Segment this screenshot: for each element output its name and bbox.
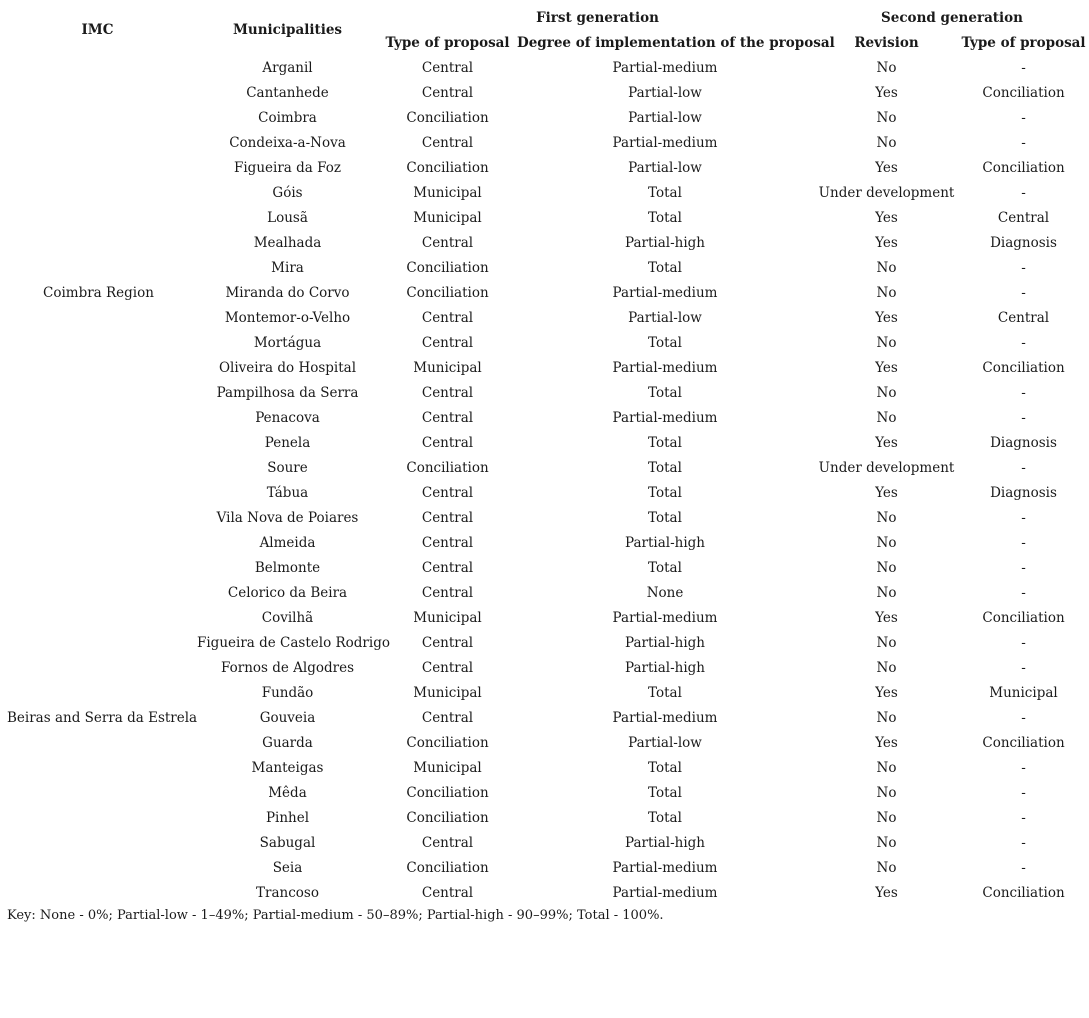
degree-cell: Total xyxy=(648,209,682,226)
municipality-cell: Penela xyxy=(264,434,311,451)
municipality-cell: Soure xyxy=(267,459,308,476)
degree-cell: Total xyxy=(648,459,682,476)
second-type-of-proposal-cell: Conciliation xyxy=(982,884,1065,901)
revision-cell: No xyxy=(876,134,897,151)
municipality-cell: Mealhada xyxy=(253,234,322,251)
header-type-of-proposal: Type of proposal xyxy=(385,34,510,51)
type-of-proposal-cell: Central xyxy=(421,309,474,326)
municipality-cell: Oliveira do Hospital xyxy=(218,359,357,376)
revision-cell: Yes xyxy=(875,884,898,901)
type-of-proposal-cell: Municipal xyxy=(413,759,482,776)
second-type-of-proposal-cell: Municipal xyxy=(989,684,1058,701)
revision-cell: Yes xyxy=(875,234,898,251)
revision-cell: No xyxy=(876,709,897,726)
revision-cell: Yes xyxy=(875,434,898,451)
second-type-of-proposal-cell: - xyxy=(1021,384,1026,401)
municipality-cell: Figueira da Foz xyxy=(234,159,341,176)
revision-cell: No xyxy=(876,634,897,651)
revision-cell: Yes xyxy=(875,84,898,101)
second-type-of-proposal-cell: - xyxy=(1021,509,1026,526)
revision-cell: Yes xyxy=(875,484,898,501)
type-of-proposal-cell: Conciliation xyxy=(406,784,489,801)
degree-cell: Total xyxy=(648,684,682,701)
municipality-cell: Almeida xyxy=(259,534,316,551)
type-of-proposal-cell: Conciliation xyxy=(406,459,489,476)
second-type-of-proposal-cell: - xyxy=(1021,659,1026,676)
second-type-of-proposal-cell: Conciliation xyxy=(982,734,1065,751)
header-revision: Revision xyxy=(854,34,919,51)
second-type-of-proposal-cell: - xyxy=(1021,634,1026,651)
type-of-proposal-cell: Conciliation xyxy=(406,859,489,876)
degree-cell: Partial-high xyxy=(625,659,705,676)
type-of-proposal-cell: Central xyxy=(421,584,474,601)
degree-cell: Partial-low xyxy=(628,734,702,751)
degree-cell: Partial-low xyxy=(628,309,702,326)
type-of-proposal-cell: Central xyxy=(421,334,474,351)
revision-cell: No xyxy=(876,584,897,601)
header-type-of-proposal-second: Type of proposal xyxy=(961,34,1086,51)
municipality-cell: Miranda do Corvo xyxy=(225,284,350,301)
municipality-cell: Penacova xyxy=(255,409,320,426)
second-type-of-proposal-cell: Conciliation xyxy=(982,84,1065,101)
municipality-cell: Coimbra xyxy=(258,109,317,126)
degree-cell: Total xyxy=(648,509,682,526)
degree-cell: Total xyxy=(648,334,682,351)
degree-cell: Partial-low xyxy=(628,84,702,101)
revision-cell: Under development xyxy=(818,184,955,201)
degree-cell: Total xyxy=(648,484,682,501)
type-of-proposal-cell: Central xyxy=(421,634,474,651)
degree-cell: Partial-medium xyxy=(612,859,718,876)
second-type-of-proposal-cell: - xyxy=(1021,184,1026,201)
municipality-cell: Figueira de Castelo Rodrigo xyxy=(197,634,390,651)
header-degree-of-implementation: Degree of implementation of the proposal xyxy=(517,34,835,51)
imc-cell: Coimbra Region xyxy=(43,284,154,301)
municipality-cell: Fornos de Algodres xyxy=(220,659,355,676)
municipality-cell: Covilhã xyxy=(261,609,314,626)
type-of-proposal-cell: Conciliation xyxy=(406,159,489,176)
revision-cell: Yes xyxy=(875,684,898,701)
revision-cell: No xyxy=(876,834,897,851)
type-of-proposal-cell: Central xyxy=(421,434,474,451)
revision-cell: No xyxy=(876,59,897,76)
revision-cell: Yes xyxy=(875,209,898,226)
municipality-cell: Montemor-o-Velho xyxy=(224,309,351,326)
type-of-proposal-cell: Central xyxy=(421,84,474,101)
municipality-cell: Mira xyxy=(271,259,304,276)
type-of-proposal-cell: Central xyxy=(421,409,474,426)
municipality-cell: Belmonte xyxy=(254,559,321,576)
revision-cell: No xyxy=(876,334,897,351)
type-of-proposal-cell: Municipal xyxy=(413,184,482,201)
second-type-of-proposal-cell: - xyxy=(1021,334,1026,351)
municipality-cell: Sabugal xyxy=(259,834,316,851)
second-type-of-proposal-cell: - xyxy=(1021,459,1026,476)
type-of-proposal-cell: Central xyxy=(421,834,474,851)
second-type-of-proposal-cell: - xyxy=(1021,59,1026,76)
header-first-generation: First generation xyxy=(536,9,659,26)
degree-cell: Total xyxy=(648,759,682,776)
type-of-proposal-cell: Central xyxy=(421,709,474,726)
municipality-cell: Vila Nova de Poiares xyxy=(216,509,359,526)
type-of-proposal-cell: Central xyxy=(421,134,474,151)
type-of-proposal-cell: Central xyxy=(421,659,474,676)
header-municipalities: Municipalities xyxy=(232,22,343,38)
municipality-cell: Celorico da Beira xyxy=(227,584,348,601)
revision-cell: Yes xyxy=(875,159,898,176)
degree-cell: Total xyxy=(648,784,682,801)
key-note: Key: None - 0%; Partial-low - 1–49%; Partial-medium - 50–89%; Partial-high - 90–99%; Total - 100%. xyxy=(7,908,664,923)
type-of-proposal-cell: Municipal xyxy=(413,609,482,626)
revision-cell: Yes xyxy=(875,309,898,326)
second-type-of-proposal-cell: - xyxy=(1021,809,1026,826)
municipality-cell: Seia xyxy=(272,859,303,876)
degree-cell: Total xyxy=(648,384,682,401)
municipality-cell: Cantanhede xyxy=(246,84,329,101)
type-of-proposal-cell: Central xyxy=(421,884,474,901)
second-type-of-proposal-cell: Diagnosis xyxy=(990,484,1057,501)
municipality-cell: Condeixa-a-Nova xyxy=(229,134,346,151)
degree-cell: Partial-low xyxy=(628,159,702,176)
type-of-proposal-cell: Central xyxy=(421,509,474,526)
degree-cell: Partial-medium xyxy=(612,609,718,626)
degree-cell: Total xyxy=(648,434,682,451)
revision-cell: No xyxy=(876,509,897,526)
degree-cell: Partial-medium xyxy=(612,884,718,901)
second-type-of-proposal-cell: Conciliation xyxy=(982,159,1065,176)
type-of-proposal-cell: Central xyxy=(421,59,474,76)
degree-cell: Total xyxy=(648,259,682,276)
municipality-cell: Arganil xyxy=(262,59,313,76)
degree-cell: Partial-medium xyxy=(612,284,718,301)
municipality-cell: Góis xyxy=(272,184,303,201)
second-type-of-proposal-cell: - xyxy=(1021,559,1026,576)
second-type-of-proposal-cell: - xyxy=(1021,834,1026,851)
revision-cell: Under development xyxy=(818,459,955,476)
degree-cell: None xyxy=(646,584,684,601)
type-of-proposal-cell: Central xyxy=(421,534,474,551)
degree-cell: Partial-medium xyxy=(612,409,718,426)
table-body xyxy=(0,55,1089,905)
second-type-of-proposal-cell: Conciliation xyxy=(982,359,1065,376)
degree-cell: Partial-high xyxy=(625,834,705,851)
second-type-of-proposal-cell: - xyxy=(1021,284,1026,301)
table-header xyxy=(0,5,1089,55)
second-type-of-proposal-cell: - xyxy=(1021,784,1026,801)
type-of-proposal-cell: Conciliation xyxy=(406,809,489,826)
second-type-of-proposal-cell: - xyxy=(1021,709,1026,726)
second-type-of-proposal-cell: - xyxy=(1021,109,1026,126)
degree-cell: Partial-low xyxy=(628,109,702,126)
degree-cell: Total xyxy=(648,809,682,826)
type-of-proposal-cell: Conciliation xyxy=(406,259,489,276)
revision-cell: Yes xyxy=(875,359,898,376)
revision-cell: No xyxy=(876,534,897,551)
second-type-of-proposal-cell: - xyxy=(1021,859,1026,876)
table-row xyxy=(0,530,1089,555)
second-type-of-proposal-cell: - xyxy=(1021,759,1026,776)
revision-cell: No xyxy=(876,284,897,301)
revision-cell: Yes xyxy=(875,734,898,751)
municipality-cell: Guarda xyxy=(262,734,313,751)
degree-cell: Partial-high xyxy=(625,534,705,551)
type-of-proposal-cell: Central xyxy=(421,384,474,401)
revision-cell: No xyxy=(876,859,897,876)
second-type-of-proposal-cell: - xyxy=(1021,134,1026,151)
revision-cell: No xyxy=(876,809,897,826)
implementation-table xyxy=(0,5,1089,905)
degree-cell: Partial-medium xyxy=(612,359,718,376)
municipality-cell: Tábua xyxy=(266,484,309,501)
type-of-proposal-cell: Central xyxy=(421,559,474,576)
municipality-cell: Trancoso xyxy=(256,884,319,901)
municipality-cell: Manteigas xyxy=(251,759,324,776)
degree-cell: Total xyxy=(648,559,682,576)
imc-cell: Beiras and Serra da Estrela xyxy=(7,709,198,726)
second-type-of-proposal-cell: - xyxy=(1021,584,1026,601)
municipality-cell: Mortágua xyxy=(253,334,322,351)
revision-cell: No xyxy=(876,559,897,576)
municipality-cell: Pinhel xyxy=(265,809,310,826)
municipality-cell: Gouveia xyxy=(259,709,316,726)
municipality-cell: Mêda xyxy=(268,784,307,801)
type-of-proposal-cell: Conciliation xyxy=(406,109,489,126)
revision-cell: No xyxy=(876,409,897,426)
degree-cell: Partial-medium xyxy=(612,709,718,726)
second-type-of-proposal-cell: Central xyxy=(997,209,1050,226)
revision-cell: No xyxy=(876,259,897,276)
revision-cell: No xyxy=(876,659,897,676)
revision-cell: No xyxy=(876,384,897,401)
type-of-proposal-cell: Conciliation xyxy=(406,284,489,301)
type-of-proposal-cell: Municipal xyxy=(413,359,482,376)
revision-cell: No xyxy=(876,109,897,126)
second-type-of-proposal-cell: Central xyxy=(997,309,1050,326)
header-imc: IMC xyxy=(81,22,114,38)
type-of-proposal-cell: Central xyxy=(421,484,474,501)
revision-cell: No xyxy=(876,759,897,776)
second-type-of-proposal-cell: - xyxy=(1021,259,1026,276)
second-type-of-proposal-cell: - xyxy=(1021,409,1026,426)
type-of-proposal-cell: Municipal xyxy=(413,684,482,701)
degree-cell: Partial-high xyxy=(625,634,705,651)
degree-cell: Partial-high xyxy=(625,234,705,251)
second-type-of-proposal-cell: - xyxy=(1021,534,1026,551)
header-second-generation: Second generation xyxy=(881,9,1023,26)
revision-cell: Yes xyxy=(875,609,898,626)
second-type-of-proposal-cell: Conciliation xyxy=(982,609,1065,626)
type-of-proposal-cell: Municipal xyxy=(413,209,482,226)
table-row xyxy=(0,55,1089,80)
second-type-of-proposal-cell: Diagnosis xyxy=(990,434,1057,451)
type-of-proposal-cell: Conciliation xyxy=(406,734,489,751)
second-type-of-proposal-cell: Diagnosis xyxy=(990,234,1057,251)
revision-cell: No xyxy=(876,784,897,801)
type-of-proposal-cell: Central xyxy=(421,234,474,251)
degree-cell: Total xyxy=(648,184,682,201)
municipality-cell: Pampilhosa da Serra xyxy=(216,384,359,401)
municipality-cell: Fundão xyxy=(261,684,314,701)
degree-cell: Partial-medium xyxy=(612,134,718,151)
degree-cell: Partial-medium xyxy=(612,59,718,76)
municipality-cell: Lousã xyxy=(267,209,308,226)
